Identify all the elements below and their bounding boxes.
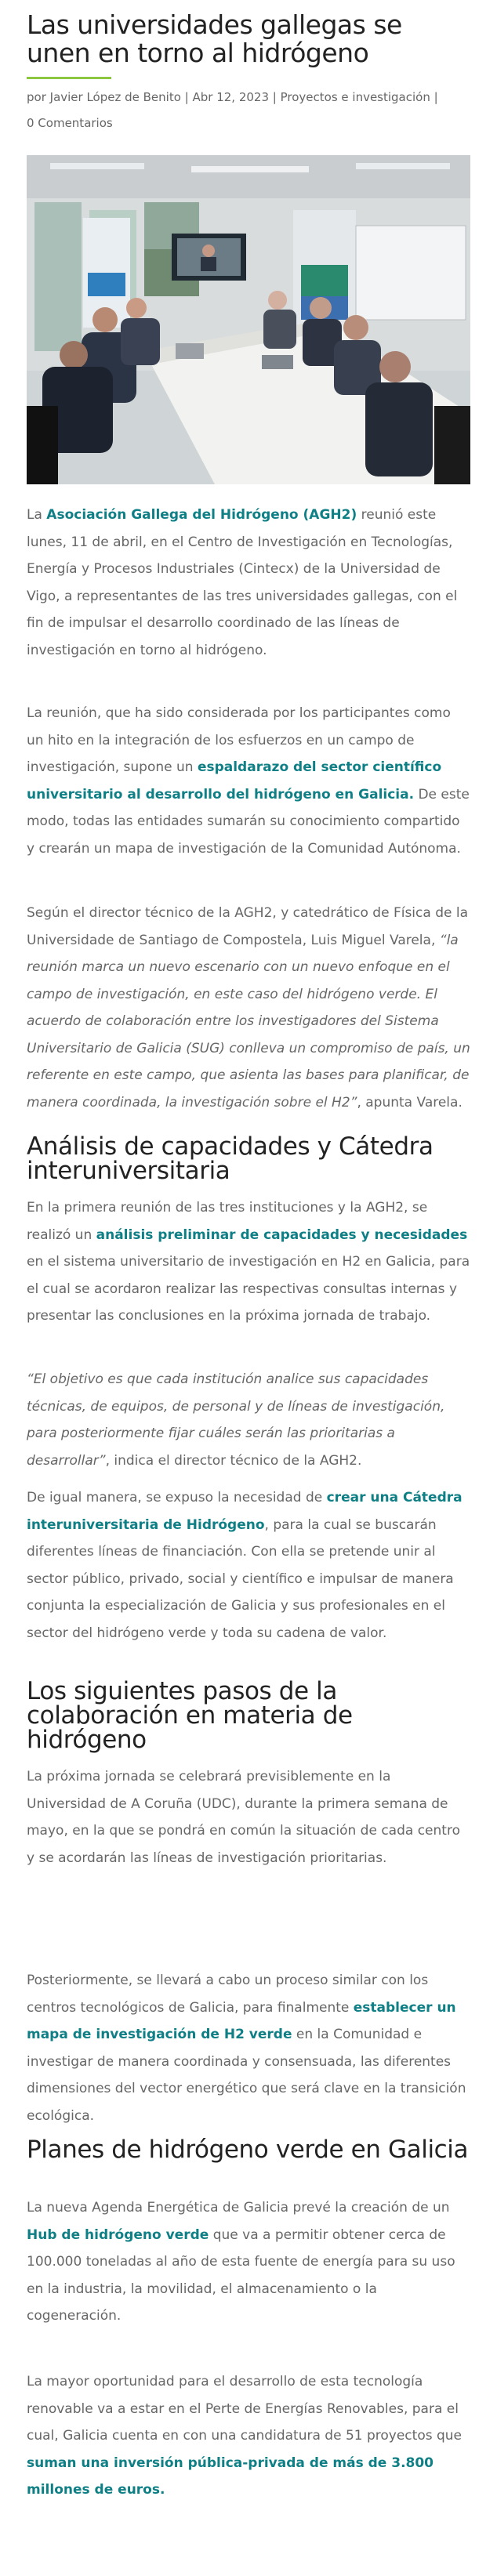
paragraph-1	[27, 502, 470, 664]
highlight-text: crear una Cátedra interuniversitaria de Hidrógeno	[27, 1490, 463, 1533]
paragraph-text: La	[27, 507, 47, 523]
paragraph-text: La reunión, que ha sido considerada por los participantes como un hito en la integración de los esfuerzos en un campo de investigación, supone un	[27, 705, 451, 775]
paragraph-text: La próxima jornada se celebrará previsiblemente en la Universidad de A Coruña (UDC), durante la primera semana de mayo, en la que se pondrá en común la situación de cada centro y se acordarán las líneas de investigación prioritarias.	[27, 1769, 460, 1866]
hub-link[interactable]: Hub de hidrógeno verde	[27, 2226, 209, 2243]
highlight-text: establecer un mapa de investigación de H2 verde	[27, 1999, 456, 2042]
paragraph-text: Según el director técnico de la AGH2, y catedrático de Física de la Universidade de Santiago de Compostela, Luis Miguel Varela,	[27, 905, 468, 948]
paragraph-9	[27, 2194, 470, 2330]
paragraph-text: que va a permitir obtener cerca de 100.000 toneladas al año de esta fuente de energía para su uso en la industria, la movilidad, el almacenamiento o la cogeneración.	[27, 2226, 455, 2324]
highlight-text: análisis preliminar de capacidades y necesidades	[96, 1226, 468, 1243]
paragraph-text: De este modo, todas las entidades sumarán su conocimiento compartido y crearán un mapa de investigación de la Comunidad Autónoma.	[27, 786, 470, 857]
agh2-link[interactable]: Asociación Gallega del Hidrógeno (AGH2)	[46, 507, 357, 523]
paragraph-text: Posteriormente, se llevará a cabo un proceso similar con los centros tecnológicos de Galicia, para finalmente	[27, 1973, 429, 2016]
hero-photo	[27, 155, 470, 484]
paragraph-2	[27, 700, 470, 862]
quote-text: “la reunión marca un nuevo escenario con un nuevo enfoque en el campo de investigación, en este caso del hidrógeno verde. El acuerdo de colaboración entre los investigadores del Sistema Universitario de Galicia (SUG) conlleva un compromiso de país, un referente en este campo, que asienta las bases para planificar, de manera coordinada, la investigación sobre el H2”	[27, 932, 470, 1110]
paragraph-text: , para la cual se buscarán diferentes líneas de financiación. Con ella se pretende unir al sector público, privado, social y científico e impulsar de manera conjunta la especialización de Galicia y sus profesionales en el sector del hidrógeno verde y toda su cadena de valor.	[27, 1516, 454, 1641]
highlight-text: suman una inversión pública-privada de más de 3.800 millones de euros.	[27, 2455, 434, 2498]
paragraph-text: De igual manera, se expuso la necesidad de	[27, 1490, 327, 1505]
meta-separator: |	[269, 90, 281, 104]
meta-separator: |	[180, 90, 193, 104]
meeting-photo-illustration	[27, 155, 470, 484]
meta-separator: |	[430, 90, 438, 104]
paragraph-text: en la Comunidad e investigar de manera coordinada y consensuada, las diferentes dimensiones del vector energético que será clave en la transición ecológica.	[27, 2027, 466, 2124]
paragraph-10	[27, 2368, 470, 2504]
meta-by: por	[27, 90, 50, 104]
paragraph-7	[27, 1763, 470, 1871]
category-link[interactable]: Proyectos e investigación	[280, 90, 430, 104]
paragraph-text: La mayor oportunidad para el desarrollo de esta tecnología renovable va a estar en el Perte de Energías Renovables, para el cual, Galicia cuenta en con una candidatura de 51 proyectos que	[27, 2374, 462, 2444]
title-underline	[27, 77, 111, 79]
post-date: Abr 12, 2023	[192, 90, 270, 104]
paragraph-text: En la primera reunión de las tres instituciones y la AGH2, se realizó un	[27, 1200, 428, 1243]
paragraph-5	[27, 1366, 470, 1474]
section-heading-2: Los siguientes pasos de la colaboración en materia de hidrógeno	[27, 1677, 353, 1754]
paragraph-4	[27, 1194, 470, 1330]
article-title: Las universidades gallegas se unen en torno al hidrógeno	[27, 9, 402, 68]
paragraph-text: en el sistema universitario de investigación en H2 en Galicia, para el cual se acordaron realizar las respectivas consultas internas y presentar las conclusiones en la próxima jornada de trabajo.	[27, 1254, 470, 1324]
paragraph-8	[27, 1967, 470, 2129]
paragraph-text: reunió este lunes, 11 de abril, en el Centro de Investigación en Tecnologías, Energía y Procesos Industriales (Cintecx) de la Universidad de Vigo, a representantes de las tres universidades gallegas, con el fin de impulsar el desarrollo coordinado de las líneas de investigación en torno al hidrógeno.	[27, 507, 458, 658]
author-link[interactable]: Javier López de Benito	[49, 90, 181, 104]
paragraph-text: , indica el director técnico de la AGH2.	[105, 1452, 362, 1469]
comments-link[interactable]: 0 Comentarios	[27, 116, 113, 130]
paragraph-3	[27, 900, 470, 1116]
paragraph-text: , apunta Varela.	[357, 1094, 463, 1110]
paragraph-text: La nueva Agenda Energética de Galicia prevé la creación de un	[27, 2200, 450, 2216]
section-heading-3: Planes de hidrógeno verde en Galicia	[27, 2136, 469, 2164]
highlight-text: espaldarazo del sector científico universitario al desarrollo del hidrógeno en Galicia.	[27, 759, 442, 803]
paragraph-6	[27, 1484, 470, 1647]
quote-text: “El objetivo es que cada institución analice sus capacidades técnicas, de equipos, de personal y de líneas de investigación, para posteriormente fijar cuáles serán las prioritarias a desarrollar”	[27, 1371, 445, 1469]
section-heading-1: Análisis de capacidades y Cátedra interuniversitaria	[27, 1132, 434, 1185]
post-meta	[27, 85, 470, 136]
